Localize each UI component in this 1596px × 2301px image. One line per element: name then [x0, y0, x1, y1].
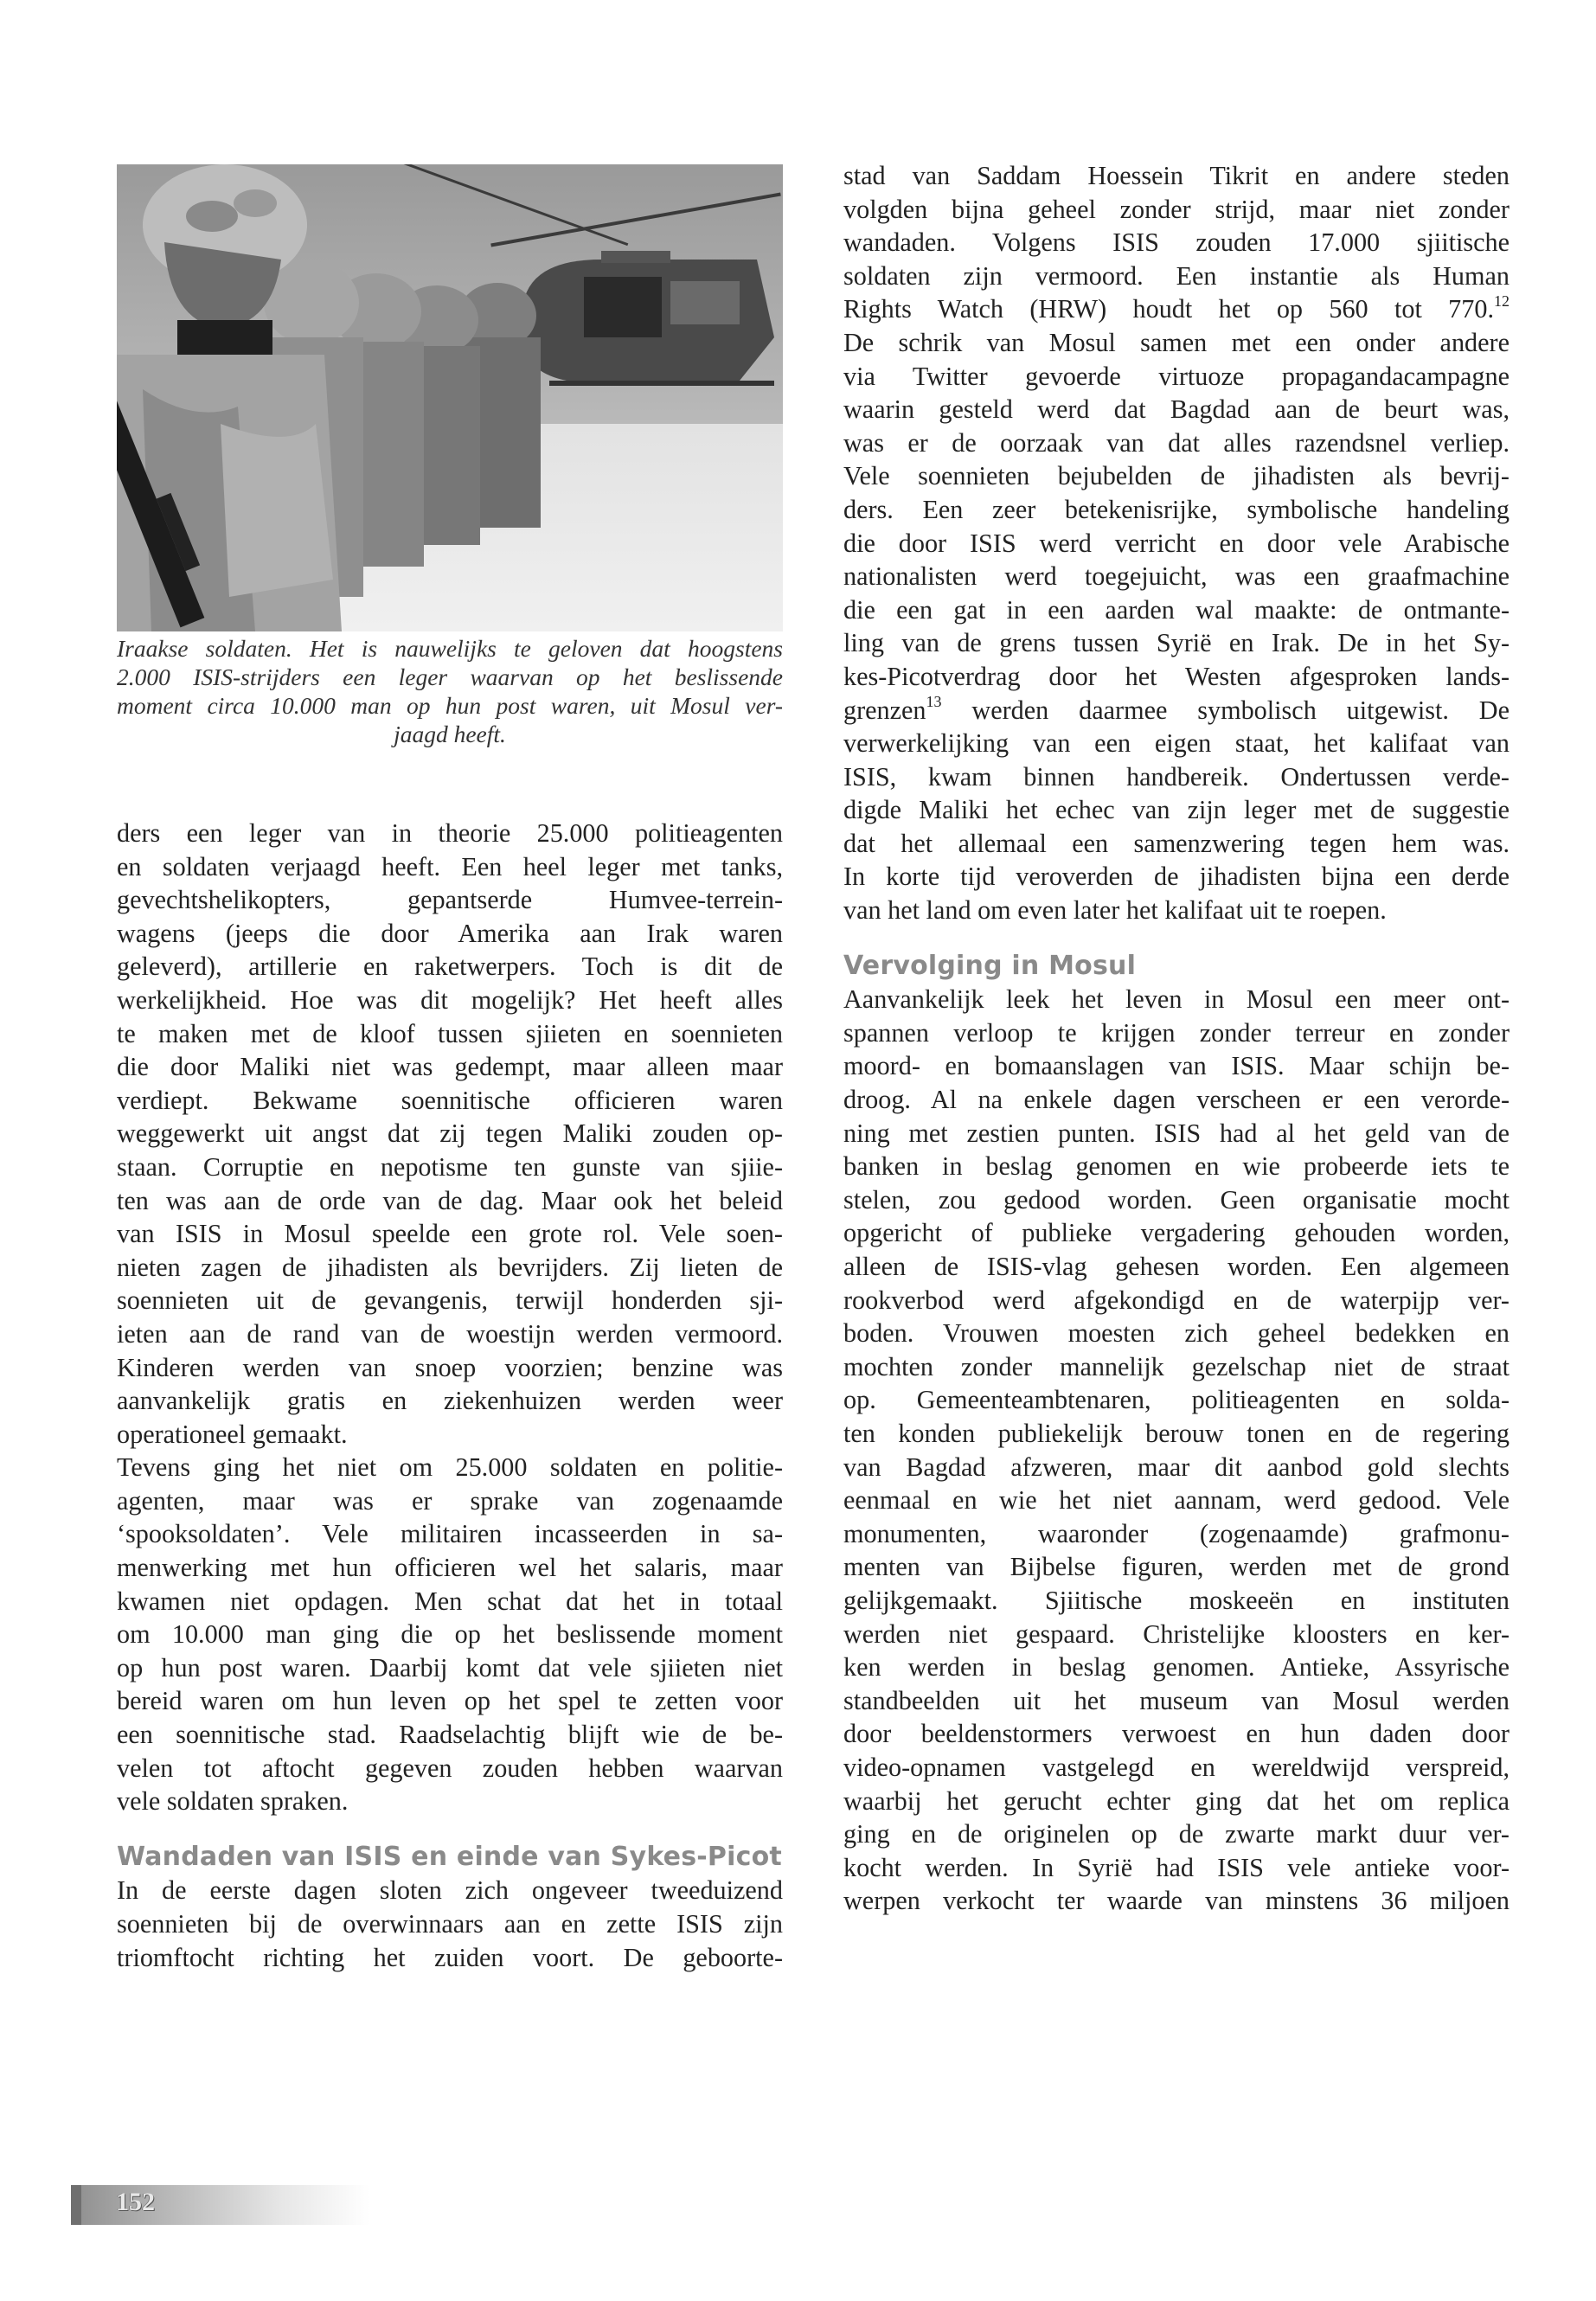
text-segment: Rights Watch (HRW) houdt het op 560 tot 770.: [843, 294, 1494, 324]
text-line: geleverd), artillerie en raketwerpers. Toch is dit de: [117, 952, 783, 982]
text-line: ieten aan de rand van de woestijn werden vermoord.: [117, 1318, 783, 1349]
text-segment: grenzen: [843, 695, 926, 725]
text-line: van het land om even later het kalifaat uit te roepen.: [843, 895, 1387, 926]
text-line: banken in beslag genomen en wie probeerde iets te: [843, 1151, 1509, 1182]
text-line: die een gat in een aarden wal maakte: de ontmante-: [843, 594, 1509, 625]
footnote-ref-13[interactable]: 13: [926, 693, 942, 711]
text-line: ging en de originelen op de zwarte markt duur ver-: [843, 1819, 1509, 1849]
text-line: stelen, zou gedood worden. Geen organisatie mocht: [843, 1184, 1509, 1215]
text-line: [843, 694, 1509, 727]
caption-line: 2.000 ISIS-strijders een leger waarvan op het beslissende: [117, 663, 783, 690]
soldiers-photo-illustration: [117, 164, 783, 631]
caption-line: Iraakse soldaten. Het is nauwelijks te geloven dat hoogstens: [117, 635, 783, 662]
text-line: rookverbod werd afgekondigd en de waterpijp ver-: [843, 1285, 1509, 1315]
text-line: video-opnamen vastgelegd en wereldwijd verspreid,: [843, 1752, 1509, 1782]
left-column: [117, 817, 783, 1974]
page-number-accent: [71, 2185, 81, 2225]
text-line: soldaten zijn vermoord. Een instantie als Human: [843, 260, 1509, 291]
text-line: digde Maliki het echec van zijn leger met de suggestie: [843, 795, 1509, 825]
text-line: ders een leger van in theorie 25.000 politieagenten: [117, 818, 783, 848]
text-line: ‘spooksoldaten’. Vele militairen incasseerden in sa-: [117, 1519, 783, 1549]
section-heading: Vervolging in Mosul: [843, 950, 1137, 981]
text-line: bereid waren om hun leven op het spel te zetten voor: [117, 1686, 783, 1716]
text-line: waarbij het gerucht echter ging dat het om replica: [843, 1785, 1509, 1816]
text-line: om 10.000 man ging die op het beslissende moment: [117, 1619, 783, 1650]
text-line: weggewerkt uit angst dat zij tegen Maliki zouden op-: [117, 1118, 783, 1149]
paragraph: [117, 817, 783, 1451]
paragraph: [117, 1874, 783, 1974]
text-line: werden niet gespaard. Christelijke kloosters en ker-: [843, 1618, 1509, 1649]
text-line: Tevens ging het niet om 25.000 soldaten en politie-: [117, 1452, 783, 1483]
right-column: [843, 159, 1509, 1918]
text-line: De schrik van Mosul samen met een onder andere: [843, 327, 1509, 357]
text-line: kwamen niet opdagen. Men schat dat het in totaal: [117, 1586, 783, 1616]
text-line: spannen verloop te krijgen zonder terreur en zonder: [843, 1017, 1509, 1048]
text-line: Kinderen werden van snoep voorzien; benzine was: [117, 1352, 783, 1382]
text-line: alleen de ISIS-vlag gehesen worden. Een algemeen: [843, 1252, 1509, 1281]
text-line: aanvankelijk gratis en ziekenhuizen werden weer: [117, 1386, 783, 1416]
text-line: opgericht of publieke vergadering gehouden worden,: [843, 1218, 1509, 1248]
paragraph: [843, 159, 1509, 927]
text-segment: werden daarmee symbolisch uitgewist. De: [941, 695, 1509, 725]
text-line: kes-Picotverdrag door het Westen afgesproken lands-: [843, 661, 1509, 691]
text-line: te maken met de kloof tussen sjiieten en soennieten: [117, 1018, 783, 1048]
text-line: monumenten, waaronder (zogenaamde) grafmonu-: [843, 1518, 1509, 1548]
text-line: werpen verkocht ter waarde van minstens 36 miljoen: [843, 1886, 1509, 1916]
text-line: boden. Vrouwen moesten zich geheel bedekken en: [843, 1318, 1509, 1349]
text-line: en soldaten verjaagd heeft. Een heel leger met tanks,: [117, 851, 783, 881]
text-line: ISIS, kwam binnen handbereik. Ondertussen verde-: [843, 761, 1509, 792]
text-line: kocht werden. In Syrië had ISIS vele antieke voor-: [843, 1852, 1509, 1882]
page-number: 152: [116, 2188, 155, 2216]
text-line: werkelijkheid. Hoe was dit mogelijk? Het heeft alles: [117, 984, 783, 1015]
text-line: moord- en bomaanslagen van ISIS. Maar schijn be-: [843, 1051, 1509, 1081]
text-line: eenmaal en wie het niet aannam, werd gedood. Vele: [843, 1485, 1509, 1516]
text-line: op. Gemeenteambtenaren, politieagenten en solda-: [843, 1385, 1509, 1415]
text-line: verwerkelijking van een eigen staat, het kalifaat van: [843, 728, 1509, 759]
text-line: In de eerste dagen sloten zich ongeveer tweeduizend: [117, 1875, 783, 1906]
text-line: menwerking met hun officieren wel het salaris, maar: [117, 1553, 783, 1583]
text-line: ders. Een zeer betekenisrijke, symbolische handeling: [843, 494, 1509, 524]
text-line: verdiept. Bekwame soennitische officieren waren: [117, 1085, 783, 1115]
text-line: operationeel gemaakt.: [117, 1419, 348, 1449]
text-line: een soennitische stad. Raadselachtig blijft wie de be-: [117, 1720, 783, 1750]
text-line: wagens (jeeps die door Amerika aan Irak waren: [117, 918, 783, 948]
text-line: droog. Al na enkele dagen verscheen er een verorde-: [843, 1085, 1509, 1115]
text-line: velen tot aftocht gegeven zouden hebben waarvan: [117, 1753, 783, 1783]
text-line: Aanvankelijk leek het leven in Mosul een meer ont-: [843, 984, 1509, 1015]
soldiers-photo: [117, 164, 783, 631]
text-line: triomftocht richting het zuiden voort. De geboorte-: [117, 1942, 783, 1972]
caption-line: moment circa 10.000 man op hun post waren, uit Mosul ver-: [117, 692, 783, 719]
figure-caption: [117, 634, 783, 748]
text-line: ten konden publiekelijk berouw tonen en de regering: [843, 1418, 1509, 1448]
text-line: [843, 292, 1509, 326]
section-heading: Wandaden van ISIS en einde van Sykes-Picot: [117, 1841, 782, 1872]
text-line: staan. Corruptie en nepotisme ten gunste van sjiie-: [117, 1151, 783, 1182]
footnote-ref-12[interactable]: 12: [1494, 292, 1509, 311]
caption-line: jaagd heeft.: [394, 721, 506, 747]
text-line: vele soldaten spraken.: [117, 1786, 349, 1817]
text-line: menten van Bijbelse figuren, werden met de grond: [843, 1552, 1509, 1582]
text-line: nieten zagen de jihadisten als bevrijders. Zij lieten de: [117, 1252, 783, 1282]
text-line: agenten, maar was er sprake van zogenaamde: [117, 1485, 783, 1516]
text-line: waarin gesteld werd dat Bagdad aan de beurt was,: [843, 394, 1509, 425]
text-line: op hun post waren. Daarbij komt dat vele sjiieten niet: [117, 1652, 783, 1682]
text-line: ning met zestien punten. ISIS had al het geld van de: [843, 1118, 1509, 1148]
paragraph: [117, 1451, 783, 1818]
page-number-bar: [71, 2185, 369, 2225]
text-line: soennieten bij de overwinnaars aan en zette ISIS zijn: [117, 1909, 783, 1939]
text-line: gevechtshelikopters, gepantserde Humvee-terrein-: [117, 885, 783, 915]
text-line: wandaden. Volgens ISIS zouden 17.000 sjiitische: [843, 228, 1509, 258]
text-line: ken werden in beslag genomen. Antieke, Assyrische: [843, 1652, 1509, 1682]
text-line: soennieten uit de gevangenis, terwijl honderden sji-: [117, 1285, 783, 1316]
text-line: gelijkgemaakt. Sjiitische moskeeën en instituten: [843, 1585, 1509, 1615]
text-line: van ISIS in Mosul speelde een grote rol. Vele soen-: [117, 1219, 783, 1249]
text-line: van Bagdad afzweren, maar dit aanbod gold slechts: [843, 1452, 1509, 1482]
text-line: die door Maliki niet was gedempt, maar alleen maar: [117, 1052, 783, 1082]
text-line: ling van de grens tussen Syrië en Irak. De in het Sy-: [843, 628, 1509, 658]
text-line: stad van Saddam Hoessein Tikrit en andere steden: [843, 161, 1509, 190]
text-line: In korte tijd veroverden de jihadisten bijna een derde: [843, 862, 1509, 892]
text-line: via Twitter gevoerde virtuoze propagandacampagne: [843, 361, 1509, 391]
text-line: door beeldenstormers verwoest en hun daden door: [843, 1719, 1509, 1749]
paragraph: [843, 983, 1509, 1918]
text-line: was er de oorzaak van dat alles razendsnel verliep.: [843, 427, 1509, 458]
text-line: nationalisten werd toegejuicht, was een graafmachine: [843, 561, 1509, 592]
text-line: ten was aan de orde van de dag. Maar ook het beleid: [117, 1185, 783, 1215]
text-line: volgden bijna geheel zonder strijd, maar niet zonder: [843, 194, 1509, 224]
text-line: Vele soennieten bejubelden de jihadisten als bevrij-: [843, 461, 1509, 491]
text-line: dat het allemaal een samenzwering tegen hem was.: [843, 828, 1509, 858]
text-line: die door ISIS werd verricht en door vele Arabische: [843, 528, 1509, 558]
text-line: standbeelden uit het museum van Mosul werden: [843, 1685, 1509, 1715]
text-line: mochten zonder mannelijk gezelschap niet de straat: [843, 1351, 1509, 1381]
